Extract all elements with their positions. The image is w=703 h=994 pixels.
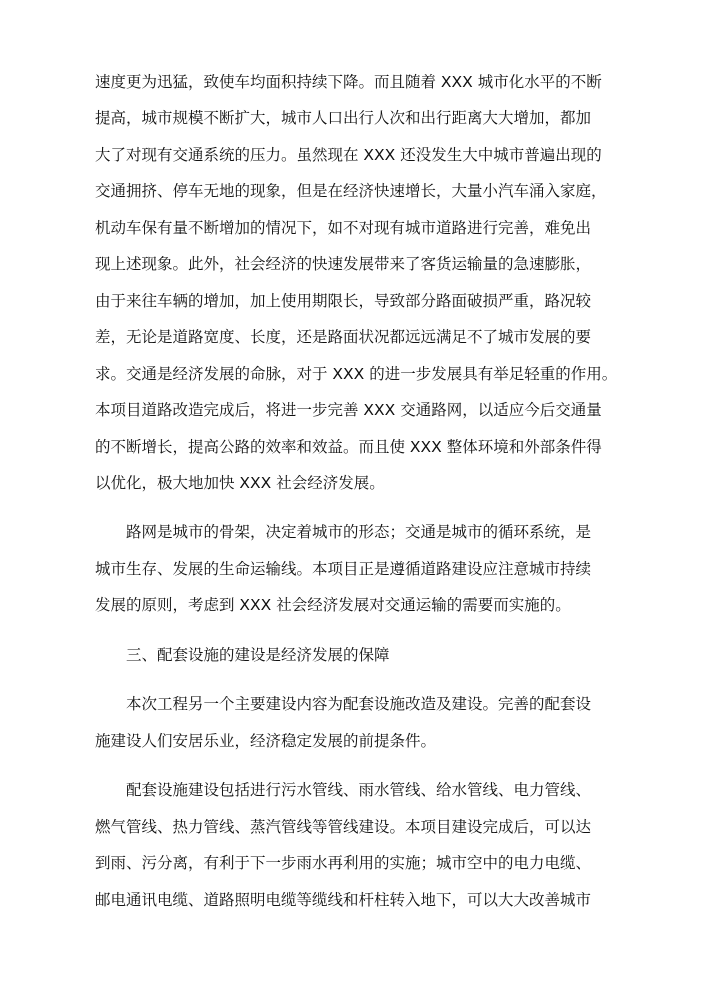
text-line: 燃气管线、热力管线、蒸汽管线等管线建设。本项目建设完成后，可以达 <box>95 818 592 836</box>
paragraph-5-line <box>0 813 703 841</box>
text-line: 交通拥挤、停车无地的现象，但是在经济快速增长，大量小汽车涌入家庭， <box>95 182 607 200</box>
paragraph-1-line <box>0 323 703 351</box>
text-line: 本次工程另一个主要建设内容为配套设施改造及建设。完善的配套设 <box>126 695 592 713</box>
paragraph-2-line <box>0 518 703 546</box>
paragraph-1-line <box>0 250 703 278</box>
text-line: 速度更为迅猛，致使车均面积持续下降。而且随着 XXX 城市化水平的不断 <box>95 73 602 91</box>
paragraph-2-line <box>0 591 703 619</box>
text-line: 大了对现有交通系统的压力。虽然现在 XXX 还没发生大中城市普遍出现的 <box>95 146 602 164</box>
paragraph-1-line <box>0 141 703 169</box>
text-line: 以优化，极大地加快 XXX 社会经济发展。 <box>95 474 385 492</box>
paragraph-4-line <box>0 690 703 718</box>
paragraph-1-line <box>0 287 703 315</box>
paragraph-1-line <box>0 469 703 497</box>
paragraph-1-line <box>0 214 703 242</box>
paragraph-5-line <box>0 886 703 914</box>
paragraph-1-line <box>0 68 703 96</box>
paragraph-1-line <box>0 433 703 461</box>
section-heading <box>0 641 703 669</box>
paragraph-2-line <box>0 555 703 583</box>
paragraph-1-line <box>0 177 703 205</box>
heading-text: 三、配套设施的建设是经济发展的保障 <box>126 646 390 664</box>
text-line: 由于来往车辆的增加，加上使用期限长，导致部分路面破损严重，路况较 <box>95 292 592 310</box>
text-line: 邮电通讯电缆、道路照明电缆等缆线和杆柱转入地下，可以大大改善城市 <box>95 891 592 909</box>
paragraph-4-line <box>0 727 703 755</box>
text-line: 路网是城市的骨架，决定着城市的形态；交通是城市的循环系统，是 <box>126 523 592 541</box>
paragraph-5-line <box>0 776 703 804</box>
text-line: 城市生存、发展的生命运输线。本项目正是遵循道路建设应注意城市持续 <box>95 560 592 578</box>
paragraph-1-line <box>0 104 703 132</box>
paragraph-1-line <box>0 396 703 424</box>
text-line: 配套设施建设包括进行污水管线、雨水管线、给水管线、电力管线、 <box>126 781 592 799</box>
text-line: 机动车保有量不断增加的情况下，如不对现有城市道路进行完善，难免出 <box>95 219 592 237</box>
text-line: 本项目道路改造完成后，将进一步完善 XXX 交通路网，以适应今后交通量 <box>95 401 602 419</box>
text-line: 到雨、污分离，有利于下一步雨水再利用的实施；城市空中的电力电缆、 <box>95 854 592 872</box>
text-line: 差，无论是道路宽度、长度，还是路面状况都远远满足不了城市发展的要 <box>95 328 592 346</box>
text-line: 求。交通是经济发展的命脉，对于 XXX 的进一步发展具有举足轻重的作用。 <box>95 365 618 383</box>
text-line: 施建设人们安居乐业，经济稳定发展的前提条件。 <box>95 732 437 750</box>
paragraph-5-line <box>0 849 703 877</box>
text-line: 提高，城市规模不断扩大，城市人口出行人次和出行距离大大增加，都加 <box>95 109 592 127</box>
text-line: 发展的原则，考虑到 XXX 社会经济发展对交通运输的需要而实施的。 <box>95 596 571 614</box>
text-line: 现上述现象。此外，社会经济的快速发展带来了客货运输量的急速膨胀， <box>95 255 592 273</box>
text-line: 的不断增长，提高公路的效率和效益。而且使 XXX 整体环境和外部条件得 <box>95 438 602 456</box>
paragraph-1-line <box>0 360 703 388</box>
